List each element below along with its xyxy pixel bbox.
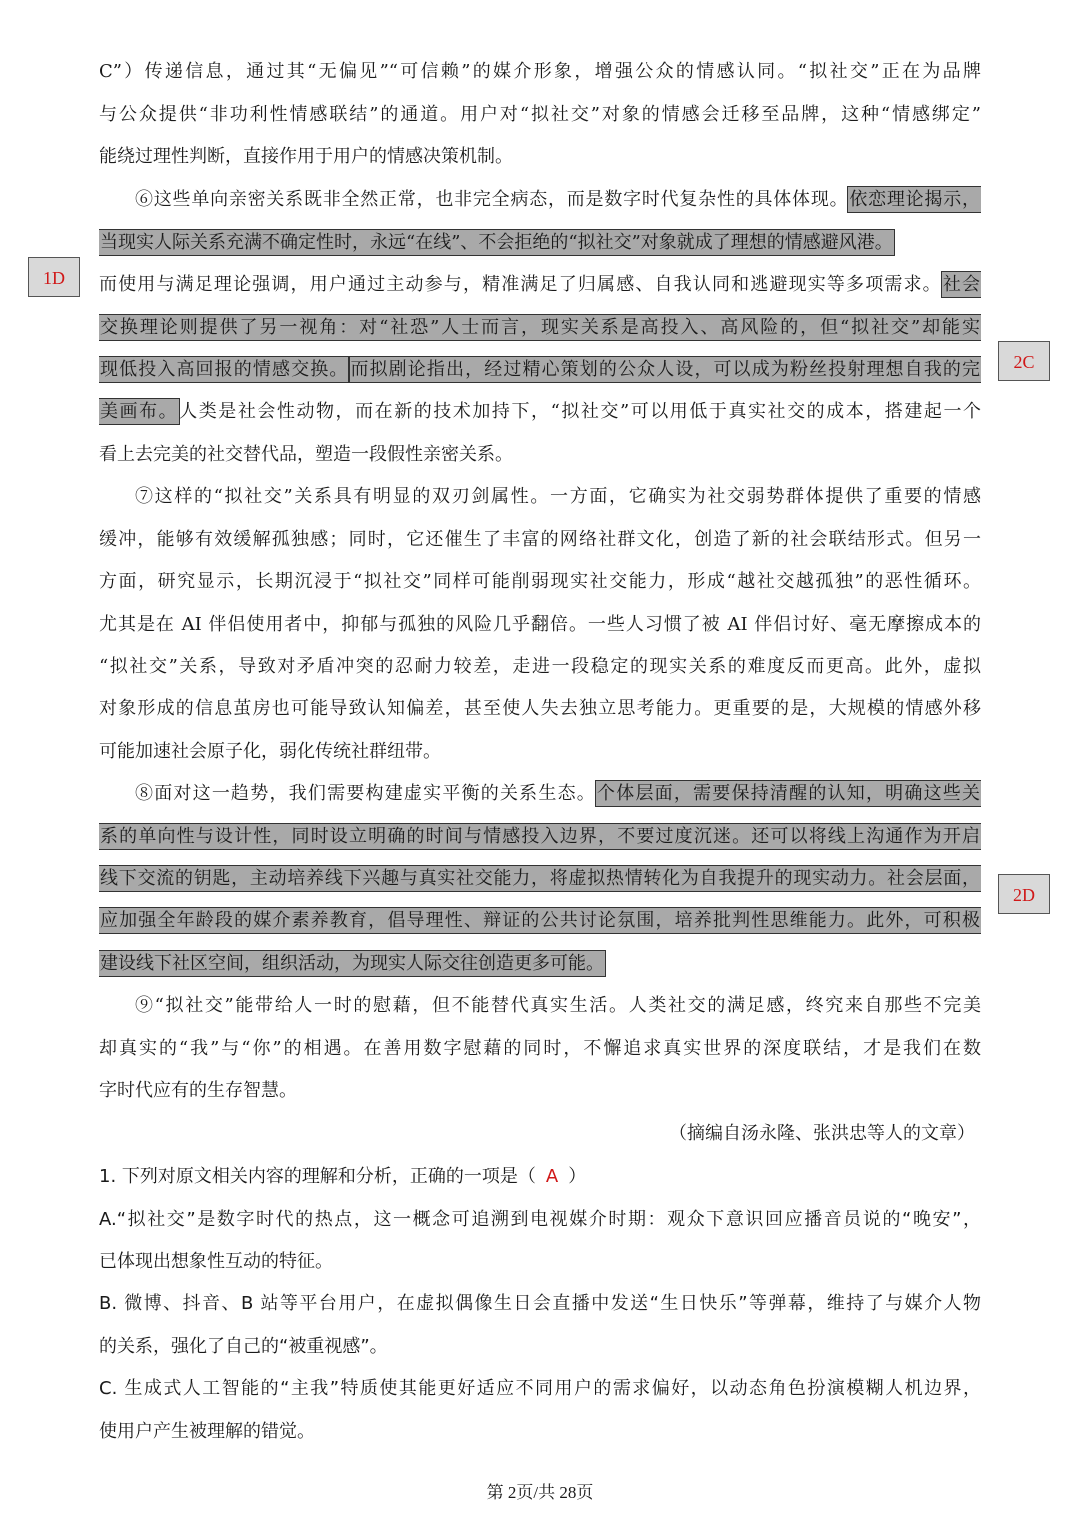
para6-line-3	[99, 266, 981, 304]
para9-line-2: 却真实的“我”与“你”的相遇。在善用数字慰藉的同时，不懈追求真实世界的深度联结，才是我们在数	[99, 1038, 981, 1059]
question-stem-text: 1. 下列对原文相关内容的理解和分析，正确的一项是（	[99, 1166, 536, 1187]
para5-line-3: 能绕过理性判断，直接作用于用户的情感决策机制。	[99, 146, 513, 167]
highlight-span: 而拟剧论指出，经过精心策划的公众人设，可以成为粉丝投射理想自我的完	[350, 359, 981, 380]
para7-line-2: 缓冲，能够有效缓解孤独感；同时，它还催生了丰富的网络社群文化，创造了新的社会联结形式。但另一	[99, 529, 981, 550]
para7-line-7: 可能加速社会原子化，弱化传统社群纽带。	[99, 741, 441, 762]
option-c-line-2: 使用户产生被理解的错觉。	[99, 1421, 315, 1442]
highlight-span: 社会	[942, 274, 980, 295]
para6-text: 而使用与满足理论强调，用户通过主动参与，精准满足了归属感、自我认同和逃避现实等多项需求。	[99, 274, 942, 295]
para6-line-7: 看上去完美的社交替代品，塑造一段假性亲密关系。	[99, 444, 513, 465]
para6-line-4	[99, 309, 981, 347]
source-citation: （摘编自汤永隆、张洪忠等人的文章）	[669, 1123, 975, 1144]
para5-line-2: 与公众提供“非功利性情感联结”的通道。用户对“拟社交”对象的情感会迁移至品牌，这种“情感绑定”	[99, 104, 981, 125]
question-stem	[99, 1157, 981, 1197]
annotation-label-2d: 2D	[998, 874, 1050, 914]
highlight-span: 线下交流的钥匙，主动培养线下兴趣与真实社交能力，将虚拟热情转化为自我提升的现实动力。社会层面，	[100, 868, 980, 889]
answer-mark: A	[545, 1166, 559, 1187]
page-number: 第 2页/共 28页	[486, 1483, 594, 1502]
option-b-line-1: B. 微博、抖音、B 站等平台用户，在虚拟偶像生日会直播中发送“生日快乐”等弹幕，维持了与媒介人物	[99, 1293, 981, 1314]
para6-text: 人类是社会性动物，而在新的技术加持下，“拟社交”可以用低于真实社交的成本，搭建起一个	[179, 401, 981, 422]
question-stem-close: ）	[568, 1166, 587, 1187]
para9-line-1: ⑨“拟社交”能带给人一时的慰藉，但不能替代真实生活。人类社交的满足感，终究来自那些不完美	[135, 995, 981, 1016]
para7-line-3: 方面，研究显示，长期沉浸于“拟社交”同样可能削弱现实社交能力，形成“越社交越孤独”的恶性循环。	[99, 571, 981, 592]
annotation-label-1d: 1D	[28, 257, 80, 297]
highlight-span: 个体层面，需要保持清醒的认知，明确这些关	[597, 783, 981, 804]
highlight-span: 系的单向性与设计性，同时设立明确的时间与情感投入边界，不要过度沉迷。还可以将线上沟通作为开启	[100, 826, 980, 847]
para8-line-4	[99, 902, 981, 940]
option-a-line-1: A.“拟社交”是数字时代的热点，这一概念可追溯到电视媒介时期：观众下意识回应播音员说的“晚安”，	[99, 1209, 981, 1230]
para8-line-5	[99, 945, 981, 983]
para6-line-6	[99, 393, 981, 431]
highlight-span: 美画布。	[100, 401, 179, 422]
highlight-span: 现低投入高回报的情感交换。	[100, 359, 349, 380]
highlight-span: 建设线下社区空间，组织活动，为现实人际交往创造更多可能。	[100, 953, 604, 974]
para7-line-1: ⑦这样的“拟社交”关系具有明显的双刃剑属性。一方面，它确实为社交弱势群体提供了重要的情感	[135, 486, 981, 507]
para6-line-5	[99, 351, 981, 389]
highlight-span: 依恋理论揭示，	[849, 189, 980, 210]
para8-line-3	[99, 860, 981, 898]
para7-line-6: 对象形成的信息茧房也可能导致认知偏差，甚至使人失去独立思考能力。更重要的是，大规模的情感外移	[99, 698, 981, 719]
option-b-line-2: 的关系，强化了自己的“被重视感”。	[99, 1336, 388, 1357]
para8-text: ⑧面对这一趋势，我们需要构建虚实平衡的关系生态。	[135, 783, 597, 804]
annotation-label-2c: 2C	[998, 341, 1050, 381]
para6-line-1	[99, 181, 981, 219]
option-a-line-2: 已体现出想象性互动的特征。	[99, 1251, 333, 1272]
para9-line-3: 字时代应有的生存智慧。	[99, 1080, 297, 1101]
highlight-span: 当现实人际关系充满不确定性时，永远“在线”、不会拒绝的“拟社交”对象就成了理想的情感避风港。	[100, 232, 893, 253]
para6-line-2	[99, 224, 981, 262]
para7-line-5: “拟社交”关系，导致对矛盾冲突的忍耐力较差，走进一段稳定的现实关系的难度反而更高。此外，虚拟	[99, 656, 981, 677]
para7-line-4: 尤其是在 AI 伴侣使用者中，抑郁与孤独的风险几乎翻倍。一些人习惯了被 AI 伴侣讨好、毫无摩擦成本的	[99, 614, 981, 635]
para8-line-1	[99, 775, 981, 813]
para5-line-1: C”）传递信息，通过其“无偏见”“可信赖”的媒介形象，增强公众的情感认同。“拟社交”正在为品牌	[99, 61, 981, 82]
option-c-line-1: C. 生成式人工智能的“主我”特质使其能更好适应不同用户的需求偏好，以动态角色扮演模糊人机边界，	[99, 1378, 981, 1399]
highlight-span: 交换理论则提供了另一视角：对“社恐”人士而言，现实关系是高投入、高风险的，但“拟社交”却能实	[100, 317, 980, 338]
para6-text: ⑥这些单向亲密关系既非全然正常，也非完全病态，而是数字时代复杂性的具体体现。	[135, 189, 849, 210]
para8-line-2	[99, 818, 981, 856]
highlight-span: 应加强全年龄段的媒介素养教育，倡导理性、辩证的公共讨论氛围，培养批判性思维能力。此外，可积极	[100, 910, 980, 931]
